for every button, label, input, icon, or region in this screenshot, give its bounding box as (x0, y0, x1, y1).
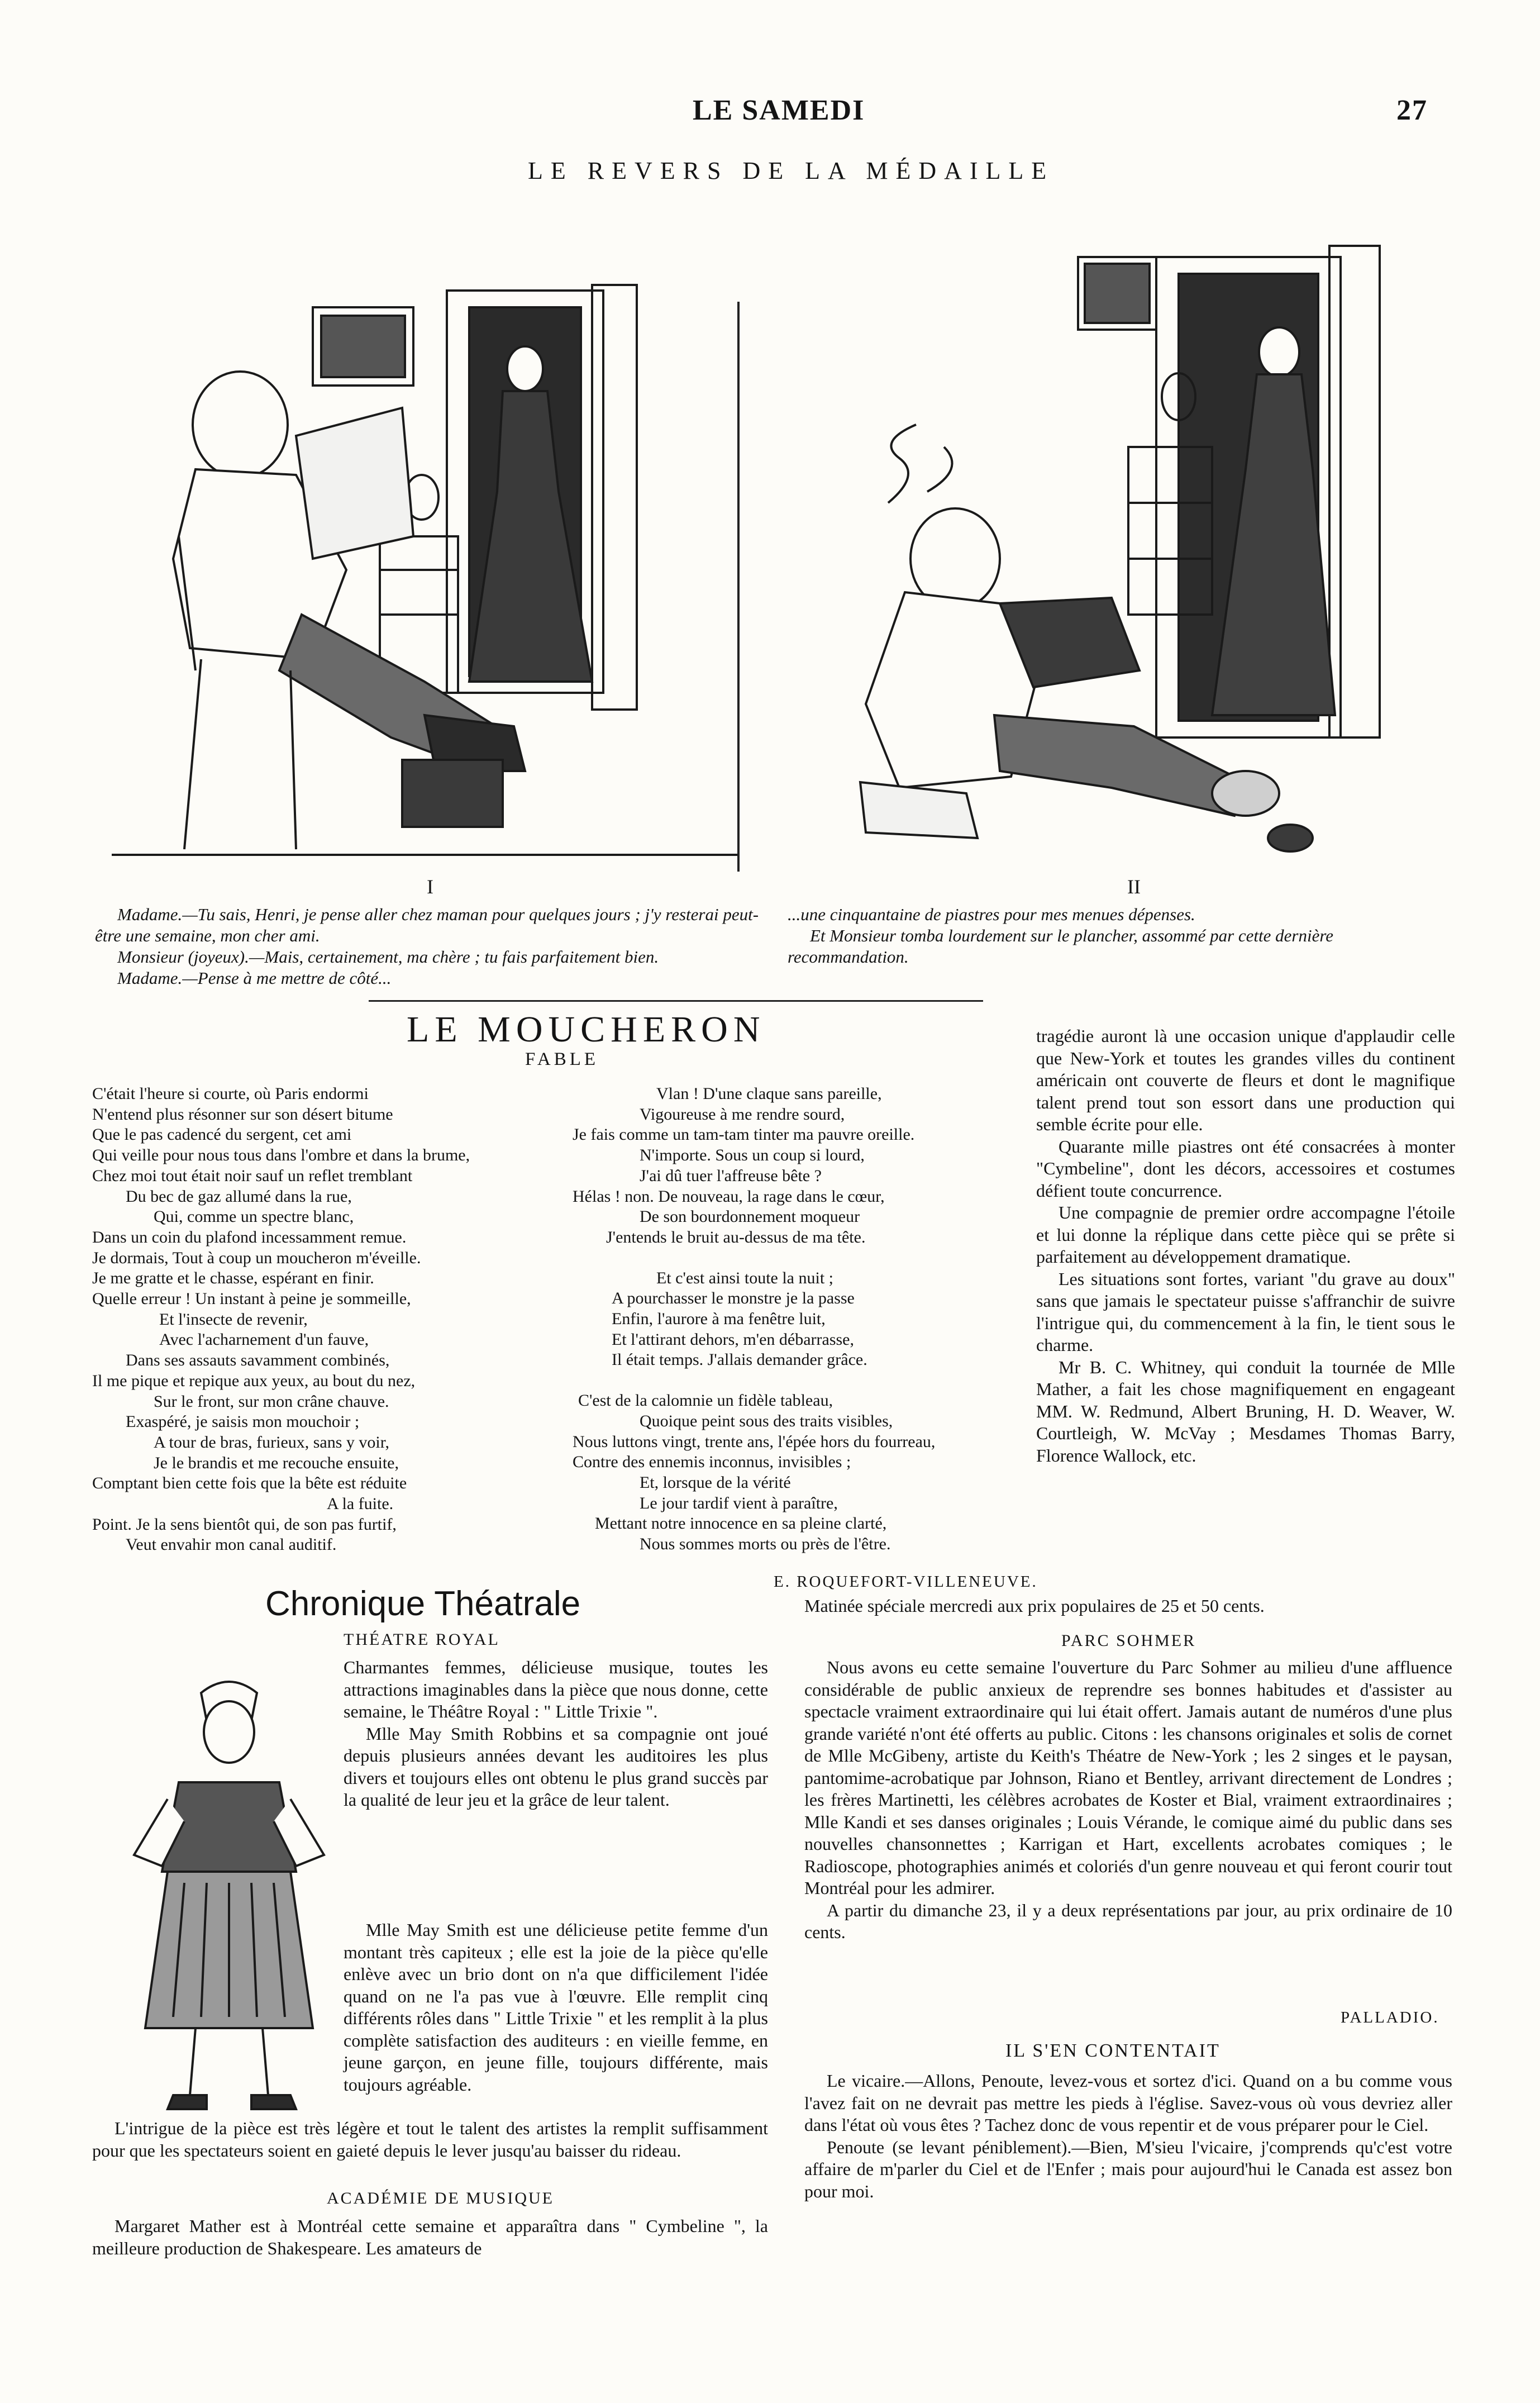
poem-line: Et c'est ainsi toute la nuit ; (656, 1268, 834, 1287)
poem-line: Contre des ennemis inconnus, invisibles ; (573, 1453, 851, 1472)
actress-illustration (112, 1671, 346, 2118)
poem-line: Et l'insecte de revenir, (159, 1310, 308, 1329)
poem-line: Chez moi tout était noir sauf un reflet tremblant (92, 1166, 413, 1185)
page-number: 27 (1396, 94, 1428, 126)
academie-text (92, 2215, 768, 2259)
poem-line: Mettant notre innocence en sa pleine clarté, (595, 1514, 887, 1533)
poem-line: Nous luttons vingt, trente ans, l'épée hors du fourreau, (573, 1432, 936, 1451)
contentait-heading: IL S'EN CONTENTAIT (1005, 2040, 1220, 2061)
moucheron-signature: E. ROQUEFORT-VILLENEUVE. (774, 1573, 1038, 1591)
paragraph: Penoute (se levant péniblement).—Bien, M'sieu l'vicaire, j'comprends qu'c'est votre affaire de m'parler du Ciel et de l'Enfer ; mais pour aujourd'hui le Canada est assez bon pour moi. (804, 2136, 1452, 2201)
caption-line: Madame.—Tu sais, Henri, je pense aller chez maman pour quelques jours ; j'y resterai peut-être une semaine, mon cher ami. (95, 905, 759, 945)
poem-line: Le jour tardif vient à paraître, (640, 1493, 838, 1512)
paragraph: Mlle May Smith Robbins et sa compagnie ont joué depuis plusieurs années devant les auditoires les plus divers et toujours elles ont obtenu le plus grand succès par la qualité de leur jeu et la grâce de leur talent. (344, 1723, 768, 1810)
poem-line: A tour de bras, furieux, sans y voir, (154, 1433, 390, 1452)
poem-line: A la fuite. (327, 1495, 394, 1514)
theatre-royal-heading: THÉATRE ROYAL (344, 1630, 500, 1649)
poem-line: De son bourdonnement moqueur (640, 1207, 860, 1226)
section-divider (369, 1000, 983, 1002)
poem-line: Je le brandis et me recouche ensuite, (154, 1453, 399, 1472)
caption-line: ...une cinquantaine de piastres pour mes menues dépenses. (788, 905, 1195, 924)
poem-line: Vigoureuse à me rendre sourd, (640, 1105, 845, 1124)
poem-line: N'importe. Sous un coup si lourd, (640, 1146, 865, 1165)
poem-line: Quelle erreur ! Un instant à peine je sommeille, (92, 1289, 411, 1308)
poem-line: Quoique peint sous des traits visibles, (640, 1411, 893, 1430)
panel-divider (737, 302, 740, 872)
paragraph: Les situations sont fortes, variant "du grave au doux" sans que jamais le spectateur puisse s'affranchir de suivre l'intrigue qui, du commencement à la fin, le tient sous le charme. (1036, 1268, 1455, 1355)
poem-line: Du bec de gaz allumé dans la rue, (126, 1187, 352, 1206)
paragraph: Le vicaire.—Allons, Penoute, levez-vous et sortez d'ici. Quand on a bu comme vous l'avez fait on ne devrait pas mettre les pieds à l'église. Savez-vous où vous devriez aller dans l'état où vous êtes ? Tachez donc de vous repentir et de vous préparer pour le Ciel. (804, 2071, 1452, 2135)
paragraph: Charmantes femmes, délicieuse musique, toutes les attractions imaginables dans la pièce que nous donne, cette semaine, le Théâtre Royal : " Little Trixie ". (344, 1657, 768, 1721)
paragraph: Margaret Mather est à Montréal cette semaine et apparaîtra dans " Cymbeline ", la meilleure production de Shakespeare. Les amateurs de (92, 2216, 768, 2258)
moucheron-title: LE MOUCHERON (407, 1009, 766, 1050)
chronique-title: Chronique Théatrale (265, 1584, 581, 1623)
poem-line: Et l'attirant dehors, m'en débarrasse, (612, 1330, 854, 1349)
poem-line: Sur le front, sur mon crâne chauve. (154, 1392, 389, 1411)
poem-line: A pourchasser le monstre je la passe (612, 1289, 855, 1308)
paragraph: Mlle May Smith est une délicieuse petite femme d'un montant très capiteux ; elle est la joie de la pièce qu'elle enlève avec un brio dont on n'a que difficilement l'idée quand on ne l'a pas vue à l'œuvre. Elle remplit cinq différents rôles dans " Little Trixie " et les remplit à la plus complète satisfaction des auditeurs : en vieille femme, en jeune garçon, en jeune fille, toujours différente, mais toujours agréable. (344, 1920, 768, 2095)
poem-line: Dans un coin du plafond incessamment remue. (92, 1227, 407, 1246)
paragraph: L'intrigue de la pièce est très légère et tout le talent des artistes la remplit suffisamment pour que les spectateurs soient en gaieté depuis le lever jusqu'au baisser du rideau. (92, 2118, 768, 2161)
cartoon-title: LE REVERS DE LA MÉDAILLE (528, 157, 1055, 184)
panel-1-numeral: I (427, 875, 433, 898)
theatre-royal-wrapped-2 (344, 1919, 768, 2096)
poem-line: Je fais comme un tam-tam tinter ma pauvre oreille. (573, 1125, 915, 1144)
caption-line: Monsieur (joyeux).—Mais, certainement, ma chère ; tu fais parfaitement bien. (117, 947, 659, 967)
academie-heading: ACADÉMIE DE MUSIQUE (327, 2189, 554, 2207)
cartoon-panel-1-illustration (112, 223, 737, 860)
poem-line: N'entend plus résonner sur son désert bitume (92, 1105, 393, 1124)
paragraph: tragédie auront là une occasion unique d'applaudir celle que New-York et toutes les grandes villes du continent américain ont couverte de fleurs et dont le magnifique talent prend tout son essort dans une production qui semble écrite pour elle. (1036, 1026, 1455, 1134)
parc-sohmer-heading: PARC SOHMER (1061, 1631, 1196, 1650)
panel-1-caption (95, 904, 760, 989)
paragraph: Quarante mille piastres ont été consacrées à monter "Cymbeline", dont les décors, accessoires et costumes défient toute concurrence. (1036, 1136, 1455, 1201)
poem-line: C'était l'heure si courte, où Paris endormi (92, 1084, 369, 1103)
poem-line: J'ai dû tuer l'affreuse bête ? (640, 1166, 822, 1185)
poem-line: Vlan ! D'une claque sans pareille, (656, 1084, 882, 1103)
poem-line: C'est de la calomnie un fidèle tableau, (578, 1391, 833, 1410)
paragraph: Nous avons eu cette semaine l'ouverture du Parc Sohmer au milieu d'une affluence considérable de public anxieux de reprendre ses bonnes habitudes et d'assister au spectacle vraiment extraordinaire qui lui était offert. Jamais autant de numéros d'une plus grande variété n'ont été offerts au public. Citons : les chansons originales et solis de cornet de Mlle McGibeny, artiste du Keith's Théatre de New-York ; les 2 singes et le paysan, pantomime-acrobatique par Johnson, Riano et Bentley, arrivant directement de Londres ; les frères Martinetti, les célèbres acrobates de Koster et Bial, vraiment extraordinaires ; Mlle Kandi et ses danses originales ; Louis Vérande, le comique aimé du public dans ses nouvelles chansonnettes ; Karrigan et Hart, excellents acrobates comiques ; le Radioscope, photographies animés et coloriés d'un genre nouveau et qui feront courir tout Montréal pour les admirer. (804, 1657, 1452, 1898)
parc-sohmer-text (804, 1657, 1452, 1944)
poem-line: Qui veille pour nous tous dans l'ombre et dans la brume, (92, 1146, 470, 1165)
poem-line: Veut envahir mon canal auditif. (126, 1535, 337, 1554)
caption-line: Madame.—Pense à me mettre de côté... (117, 968, 392, 988)
poem-line: Exaspéré, je saisis mon mouchoir ; (126, 1412, 360, 1431)
contentait-text (804, 2070, 1452, 2202)
poem-line: Point. Je la sens bientôt qui, de son pas furtif, (92, 1515, 397, 1534)
caption-line: Et Monsieur tomba lourdement sur le plancher, assommé par cette dernière recommandation. (788, 926, 1334, 967)
paragraph: A partir du dimanche 23, il y a deux représentations par jour, au prix ordinaire de 10 cents. (804, 1900, 1452, 1942)
theatre-royal-wrapped (344, 1657, 768, 1811)
poem-line: Je me gratte et le chasse, espérant en finir. (92, 1269, 374, 1288)
paragraph: Une compagnie de premier ordre accompagne l'étoile et lui donne la réplique dans cette pièce qui se prête si parfaitement au développement dramatique. (1036, 1202, 1455, 1267)
poem-line: Il était temps. J'allais demander grâce. (612, 1350, 867, 1369)
panel-2-numeral: II (1127, 875, 1141, 898)
poem-line (573, 1371, 1036, 1391)
parc-signature: PALLADIO. (1341, 2009, 1439, 2026)
poem-line: J'entends le bruit au-dessus de ma tête. (606, 1227, 866, 1246)
poem-line: Il me pique et repique aux yeux, au bout du nez, (92, 1371, 416, 1390)
poem-line: Enfin, l'aurore à ma fenêtre luit, (612, 1310, 826, 1329)
poem-line: Hélas ! non. De nouveau, la rage dans le cœur, (573, 1187, 885, 1206)
paragraph: Mr B. C. Whitney, qui conduit la tournée de Mlle Mather, a fait les chose magnifiquement en engageant MM. W. Redmund, Albert Bruning, H. D. Weaver, W. Courtleigh, W. McVay ; Mesdames Thomas Barry, Florence Wallock, etc. (1036, 1357, 1455, 1465)
poem-column-1 (92, 1084, 584, 1555)
poem-line: Qui, comme un spectre blanc, (154, 1207, 354, 1226)
poem-line: Que le pas cadencé du sergent, cet ami (92, 1125, 352, 1144)
poem-line: Et, lorsque de la vérité (640, 1473, 791, 1492)
poem-line: Comptant bien cette fois que la bête est réduite (92, 1474, 407, 1493)
poem-column-2 (573, 1084, 1036, 1555)
theatre-continued-column (1036, 1025, 1455, 1467)
poem-line (573, 1248, 1036, 1268)
poem-line: Dans ses assauts savamment combinés, (126, 1351, 390, 1370)
moucheron-subtitle: FABLE (525, 1049, 599, 1069)
matinee-note: Matinée spéciale mercredi aux prix populaires de 25 et 50 cents. (804, 1596, 1265, 1616)
panel-2-caption (788, 904, 1458, 968)
poem-line: Nous sommes morts ou près de l'être. (640, 1535, 891, 1554)
poem-line: Je dormais, Tout à coup un moucheron m'éveille. (92, 1248, 421, 1267)
poem-line: Avec l'acharnement d'un fauve, (159, 1330, 369, 1349)
theatre-royal-full-width (92, 2118, 768, 2162)
journal-title: LE SAMEDI (693, 94, 865, 126)
cartoon-panel-2-illustration (799, 212, 1441, 883)
